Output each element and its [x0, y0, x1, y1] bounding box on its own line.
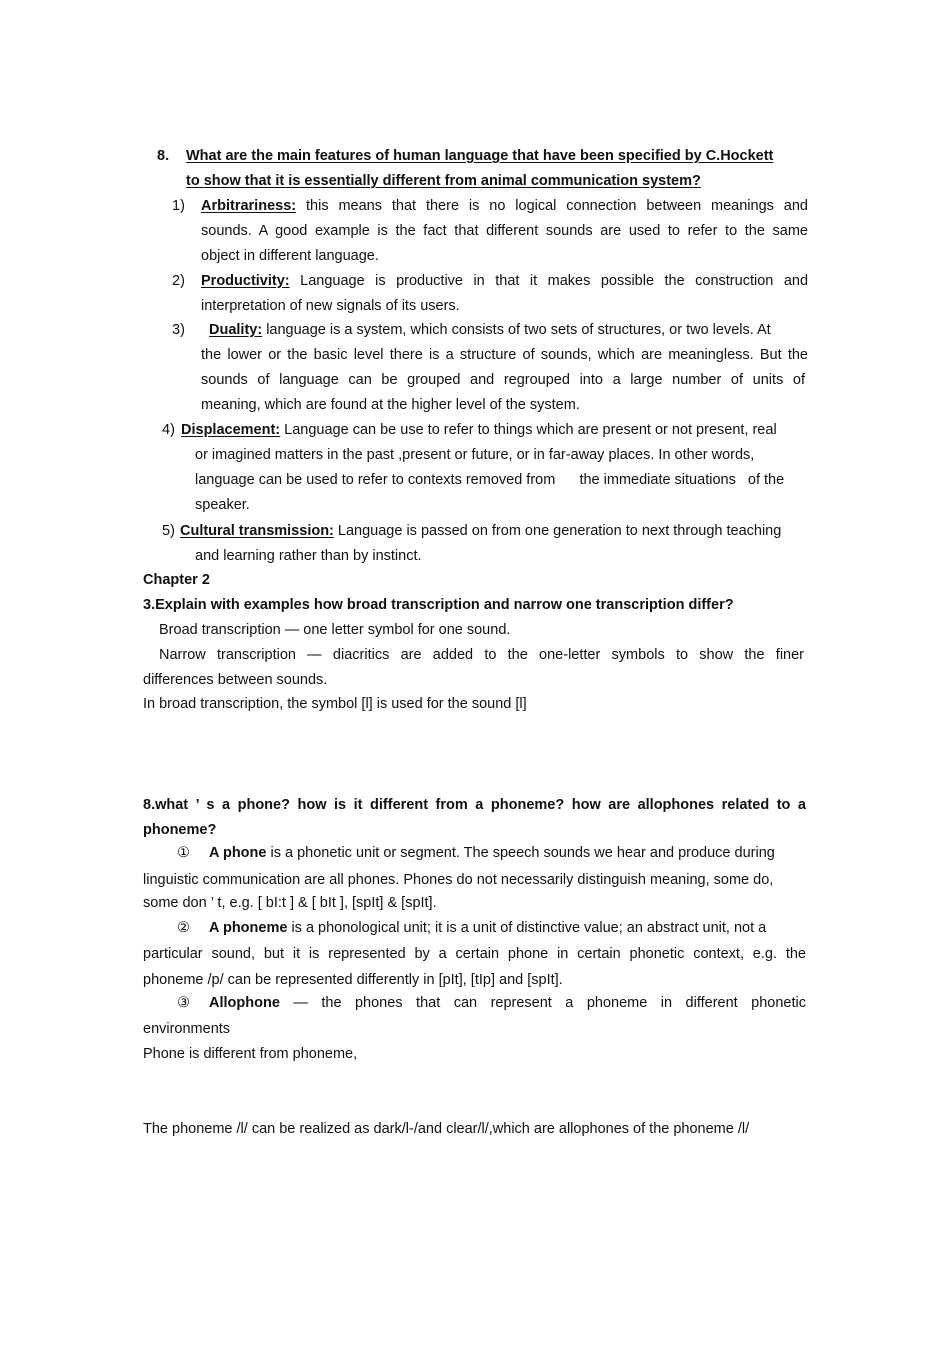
paragraph-line: some don ’ t, e.g. [ bI:t ] & [ bIt ], [spIt] & [spIt].: [143, 895, 437, 911]
item-label: Productivity:: [201, 273, 290, 289]
item-text: Language is passed on from one generation to next through teaching: [337, 523, 782, 539]
paragraph-line: particular sound, but it is represented by a certain phone in certain phonetic context, e.g. the: [143, 946, 806, 962]
item-line: and learning rather than by instinct.: [195, 548, 422, 564]
circled-number-1: ①: [177, 845, 190, 861]
item-label: Arbitrariness:: [201, 198, 297, 214]
item-first-line: [201, 197, 808, 215]
paragraph-line: The phoneme /l/ can be realized as dark/l-/and clear/l/,which are allophones of the phoneme /l/: [143, 1121, 750, 1137]
question-title: 3.Explain with examples how broad transcription and narrow one transcription differ?: [143, 597, 734, 613]
item-number: 3): [172, 322, 185, 338]
item-line: object in different language.: [201, 248, 379, 264]
item-line: meaning, which are found at the higher level of the system.: [201, 397, 580, 413]
paragraph-line: environments: [143, 1021, 231, 1037]
paragraph-line: linguistic communication are all phones. Phones do not necessarily distinguish meaning, some do,: [143, 872, 774, 888]
paragraph-line: Narrow transcription — diacritics are added to the one-letter symbols to show the finer: [159, 647, 804, 663]
question-title-line-1: What are the main features of human language that have been specified by C.Hockett: [186, 148, 774, 164]
item-text: language is a system, which consists of two sets of structures, or two levels. At: [266, 322, 771, 338]
item-line: language can be used to refer to contexts removed from the immediate situations of the: [195, 472, 785, 488]
term-text: is a phonological unit; it is a unit of distinctive value; an abstract unit, not a: [291, 920, 767, 936]
paragraph-line: Phone is different from phoneme,: [143, 1046, 358, 1062]
item-first-line: [180, 522, 781, 540]
item-label: Cultural transmission:: [180, 523, 334, 539]
question-number: 8.: [157, 148, 170, 164]
item-first-line: [201, 272, 808, 290]
item-number: 1): [172, 198, 185, 214]
item-line: or imagined matters in the past ,present or future, or in far-away places. In other words,: [195, 447, 755, 463]
circled-number-2: ②: [177, 920, 190, 936]
question-title-line-2: phoneme?: [143, 822, 217, 838]
paragraph-line: phoneme /p/ can be represented differently in [pIt], [tIp] and [spIt].: [143, 972, 563, 988]
term-text: — the phones that can represent a phoneme in different phonetic: [293, 995, 806, 1011]
paragraph-line: differences between sounds.: [143, 672, 328, 688]
term-label: A phoneme: [209, 920, 288, 936]
term-label: A phone: [209, 845, 267, 861]
circled-number-3: ③: [177, 995, 190, 1011]
question-title-line-1: 8.what ’ s a phone? how is it different from a phoneme? how are allophones related to a: [143, 797, 806, 813]
item-number: 2): [172, 273, 185, 289]
item-label: Duality:: [209, 322, 263, 338]
item-text: this means that there is no logical connection between meanings and: [306, 198, 808, 214]
item-number: 4): [162, 422, 175, 438]
item-first-line: [181, 421, 777, 439]
item-text: Language is productive in that it makes possible the construction and: [300, 273, 809, 289]
item-line: the lower or the basic level there is a structure of sounds, which are meaningless. But the: [201, 347, 808, 363]
item-line: speaker.: [195, 497, 250, 513]
item-label: Displacement:: [181, 422, 281, 438]
term-label: Allophone: [209, 995, 280, 1011]
paragraph-line: Broad transcription — one letter symbol for one sound.: [159, 622, 511, 638]
item-line: sounds. A good example is the fact that different sounds are used to refer to the same: [201, 223, 808, 239]
item-text: Language can be use to refer to things which are present or not present, real: [284, 422, 777, 438]
definition-first-line: [177, 994, 806, 1012]
item-first-line: [201, 321, 771, 339]
definition-first-line: [177, 844, 775, 862]
question-title-line-2: to show that it is essentially different from animal communication system?: [186, 173, 701, 189]
item-number: 5): [162, 523, 175, 539]
definition-first-line: [177, 919, 766, 937]
item-line: interpretation of new signals of its users.: [201, 298, 460, 314]
paragraph-line: In broad transcription, the symbol [l] is used for the sound [l]: [143, 696, 527, 712]
term-text: is a phonetic unit or segment. The speech sounds we hear and produce during: [270, 845, 775, 861]
chapter-heading: Chapter 2: [143, 572, 210, 588]
item-line: sounds of language can be grouped and regrouped into a large number of units of: [201, 372, 805, 388]
